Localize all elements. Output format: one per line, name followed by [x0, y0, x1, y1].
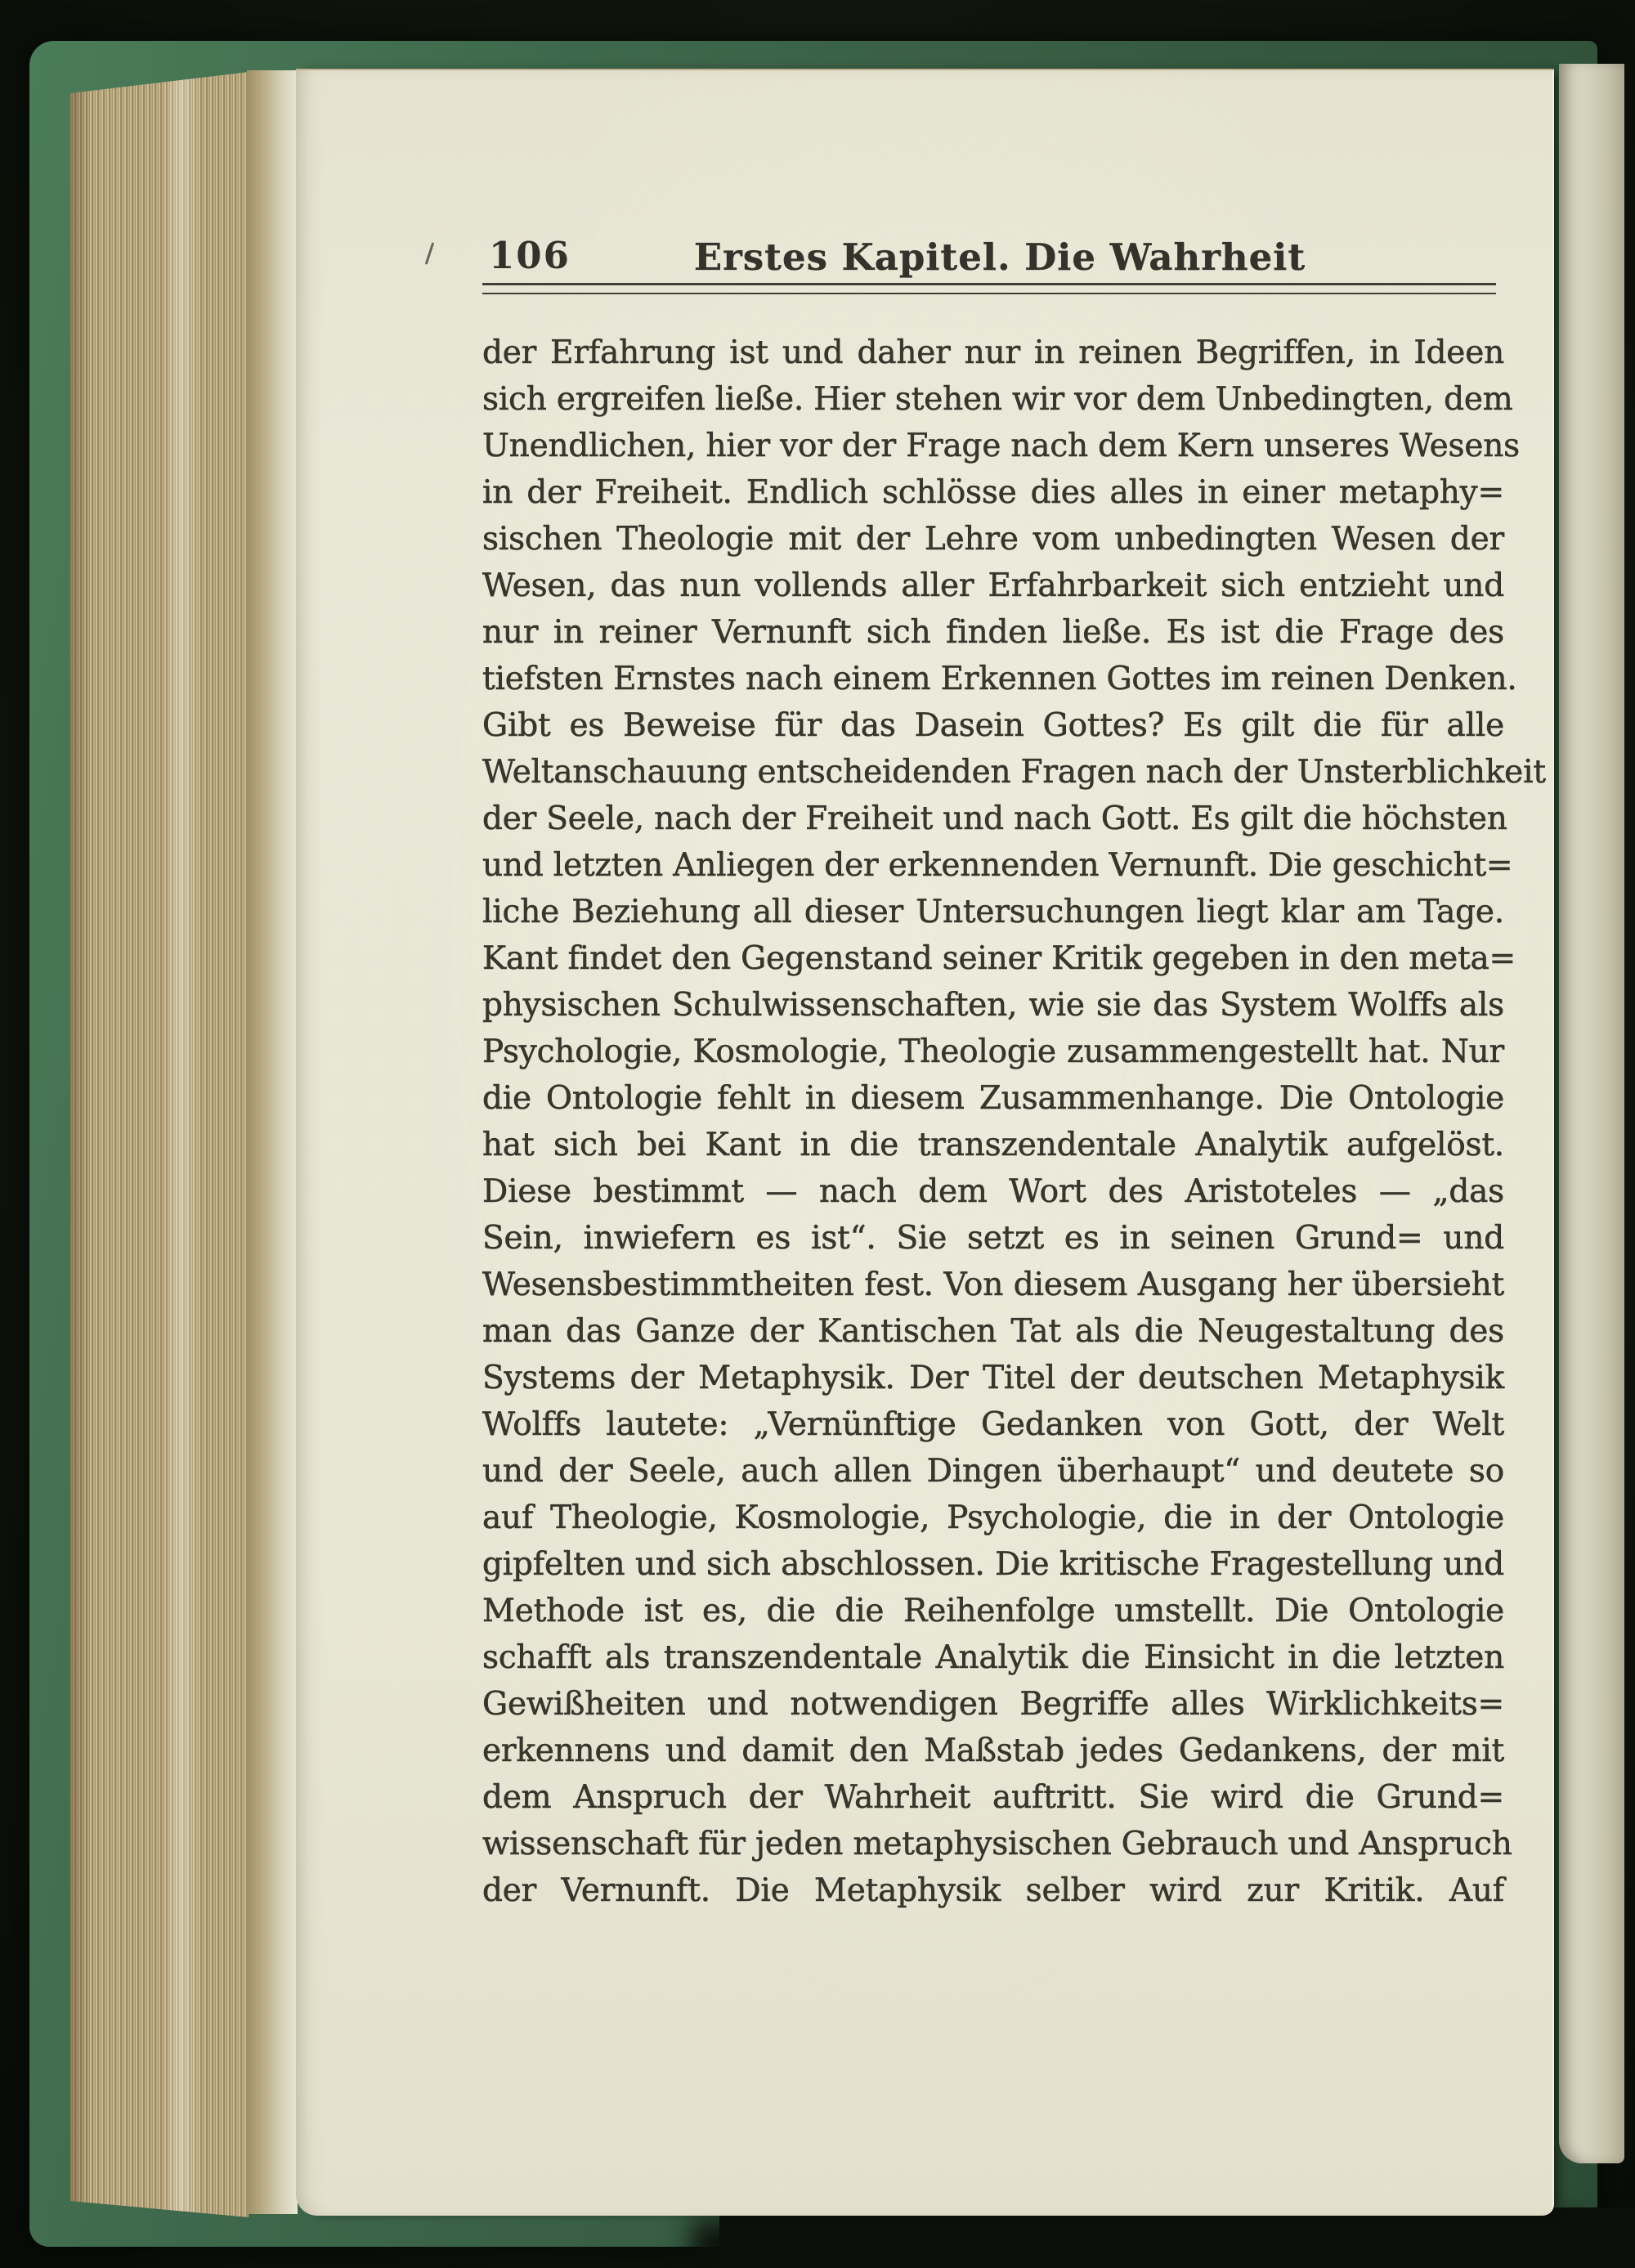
text-line: dem Anspruch der Wahrheit auftritt. Sie wird die Grund= — [482, 1779, 1504, 1816]
text-line: Wesensbestimmtheiten fest. Von diesem Ausgang her übersieht — [482, 1266, 1504, 1303]
text-line: Wesen, das nun vollends aller Erfahrbarkeit sich entzieht und — [482, 567, 1504, 604]
text-line: gipfelten und sich abschlossen. Die kritische Fragestellung und — [482, 1546, 1504, 1583]
page-gutter-curve — [247, 70, 298, 2214]
text-line: erkennens und damit den Maßstab jedes Gedankens, der mit — [482, 1732, 1504, 1769]
text-line: wissenschaft für jeden metaphysischen Gebrauch und Anspruch — [482, 1826, 1512, 1862]
header-double-rule — [482, 283, 1496, 294]
text-line: Sein, inwiefern es ist“. Sie setzt es in seinen Grund= und — [482, 1220, 1504, 1257]
text-line: Kant findet den Gegenstand seiner Kritik gegeben in den meta= — [482, 940, 1516, 977]
text-line: Gewißheiten und notwendigen Begriffe alles Wirklichkeits= — [482, 1686, 1504, 1723]
page-number: 106 — [489, 234, 571, 277]
text-line: und letzten Anliegen der erkennenden Vernunft. Die geschicht= — [482, 847, 1513, 884]
book-page — [296, 69, 1554, 2216]
text-line: nur in reiner Vernunft sich finden ließe. Es ist die Frage des — [482, 614, 1504, 651]
text-line: Weltanschauung entscheidenden Fragen nach der Unsterblichkeit — [482, 754, 1546, 791]
text-line: der Erfahrung ist und daher nur in reinen Begriffen, in Ideen — [482, 334, 1504, 371]
text-line: Unendlichen, hier vor der Frage nach dem Kern unseres Wesens — [482, 428, 1520, 464]
text-line: die Ontologie fehlt in diesem Zusammenhange. Die Ontologie — [482, 1080, 1504, 1117]
stray-pen-mark — [425, 242, 435, 265]
stacked-page-edges — [70, 72, 249, 2217]
text-line: der Vernunft. Die Metaphysik selber wird zur Kritik. Auf — [482, 1872, 1504, 1909]
text-line: Diese bestimmt — nach dem Wort des Aristoteles — „das — [482, 1173, 1504, 1210]
text-line: in der Freiheit. Endlich schlösse dies alles in einer metaphy= — [482, 474, 1504, 511]
text-line: sich ergreifen ließe. Hier stehen wir vor dem Unbedingten, dem — [482, 381, 1513, 418]
running-header-chapter-title: Erstes Kapitel. Die Wahrheit — [693, 235, 1306, 279]
text-line: sischen Theologie mit der Lehre vom unbedingten Wesen der — [482, 521, 1504, 558]
text-line: physischen Schulwissenschaften, wie sie das System Wolffs als — [482, 987, 1504, 1024]
text-line: liche Beziehung all dieser Untersuchungen liegt klar am Tage. — [482, 894, 1504, 930]
text-line: auf Theologie, Kosmologie, Psychologie, die in der Ontologie — [482, 1499, 1504, 1536]
text-line: Wolffs lautete: „Vernünftige Gedanken von Gott, der Welt — [482, 1406, 1504, 1443]
text-line: der Seele, nach der Freiheit und nach Gott. Es gilt die höchsten — [482, 800, 1507, 837]
text-line: tiefsten Ernstes nach einem Erkennen Gottes im reinen Denken. — [482, 661, 1517, 697]
body-text-block — [482, 329, 1546, 1914]
text-line: Gibt es Beweise für das Dasein Gottes? Es gilt die für alle — [482, 707, 1504, 744]
text-line: und der Seele, auch allen Dingen überhaupt“ und deutete so — [482, 1453, 1504, 1490]
text-line: schafft als transzendentale Analytik die Einsicht in die letzten — [482, 1639, 1504, 1676]
text-line: Systems der Metaphysik. Der Titel der deutschen Metaphysik — [482, 1360, 1504, 1396]
text-line: Psychologie, Kosmologie, Theologie zusammengestellt hat. Nur — [482, 1033, 1504, 1070]
facing-page-edge — [1559, 64, 1624, 2163]
text-line: man das Ganze der Kantischen Tat als die Neugestaltung des — [482, 1313, 1504, 1350]
text-line: hat sich bei Kant in die transzendentale Analytik aufgelöst. — [482, 1127, 1504, 1163]
shadow-bottom-right — [719, 2207, 1635, 2268]
text-line: Methode ist es, die die Reihenfolge umstellt. Die Ontologie — [482, 1593, 1504, 1629]
